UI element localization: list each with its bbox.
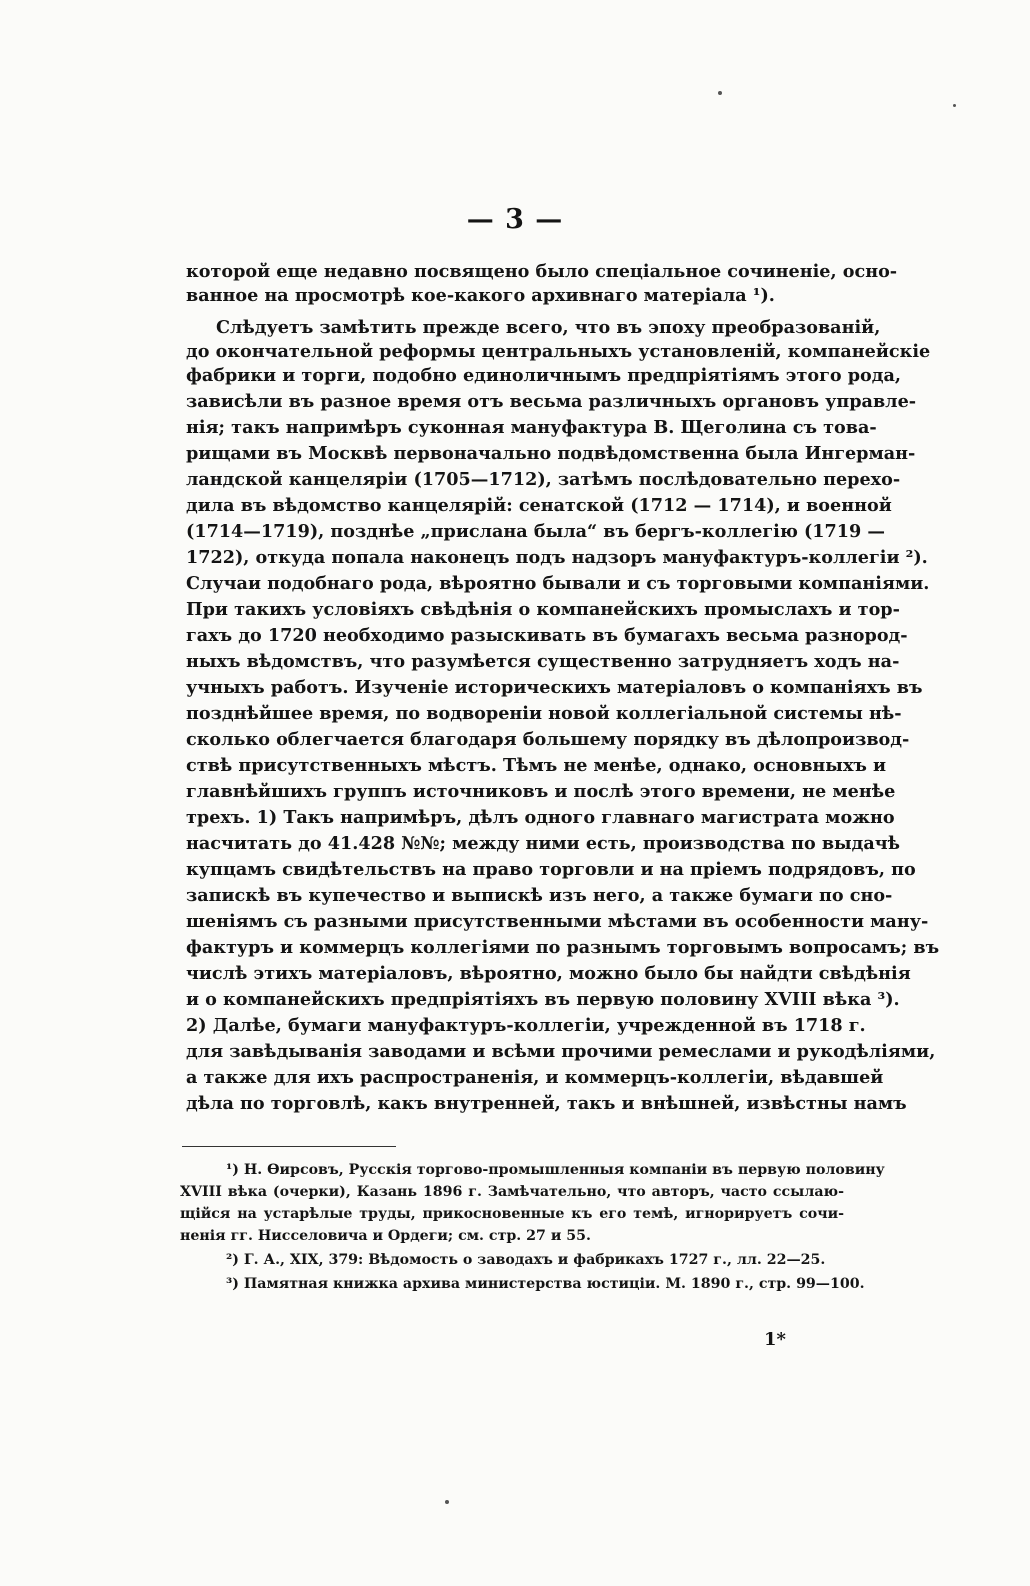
text-line: Слѣдуетъ замѣтить прежде всего, что въ эпоху преобразованій, <box>216 317 881 338</box>
text-line: главнѣйшихъ группъ источниковъ и послѣ этого времени, не менѣе <box>186 781 896 802</box>
text-line: (1714—1719), позднѣе „прислана была“ въ бергъ-коллегію (1719 — <box>186 521 885 542</box>
text-line: При такихъ условіяхъ свѣдѣнія о компанейскихъ промыслахъ и тор- <box>186 599 900 620</box>
text-line: насчитать до 41.428 №№; между ними есть, производства по выдачѣ <box>186 833 901 854</box>
text-line: сколько облегчается благодаря большему порядку въ дѣлопроизвод- <box>186 729 910 750</box>
text-line: дила въ вѣдомство канцелярій: сенатской (1712 — 1714), и военной <box>186 495 892 516</box>
text-line: до окончательной реформы центральныхъ установленій, компанейскіе <box>186 341 931 362</box>
text-line: ландской канцеляріи (1705—1712), затѣмъ послѣдовательно перехо- <box>186 469 901 490</box>
text-line: зависѣли въ разное время отъ весьма различныхъ органовъ управле- <box>186 391 917 412</box>
text-line: фабрики и торги, подобно единоличнымъ предпріятіямъ этого рода, <box>186 365 902 386</box>
text-line: гахъ до 1720 необходимо разыскивать въ бумагахъ весьма разнород- <box>186 625 908 646</box>
text-line: запискѣ въ купечество и выпискѣ изъ него, а также бумаги по сно- <box>186 885 893 906</box>
text-line: шеніямъ съ разными присутственными мѣстами въ особенности ману- <box>186 911 929 932</box>
text-line: 1722), откуда попала наконецъ подъ надзоръ мануфактуръ-коллегіи ²). <box>186 547 928 568</box>
text-line: трехъ. 1) Такъ напримѣръ, дѣлъ одного главнаго магистрата можно <box>186 807 895 828</box>
footnote-line: щійся на устарѣлые труды, прикосновенные къ его темѣ, игнорируетъ сочи- <box>180 1206 844 1222</box>
footnote-line: ²) Г. А., XIX, 379: Вѣдомость о заводахъ и фабрикахъ 1727 г., лл. 22—25. <box>226 1252 826 1268</box>
text-line: учныхъ работъ. Изученіе историческихъ матеріаловъ о компаніяхъ въ <box>186 677 923 698</box>
footnote-line: ³) Памятная книжка архива министерства юстиціи. М. 1890 г., стр. 99—100. <box>226 1276 865 1292</box>
footnote-line: XVIII вѣка (очерки), Казань 1896 г. Замѣчательно, что авторъ, часто ссылаю- <box>180 1184 844 1200</box>
scan-speck <box>445 1500 449 1504</box>
text-line: для завѣдыванія заводами и всѣми прочими ремеслами и рукодѣліями, <box>186 1041 936 1062</box>
text-line: купцамъ свидѣтельствъ на право торговли и на пріемъ подрядовъ, по <box>186 859 916 880</box>
text-line: которой еще недавно посвящено было спеціальное сочиненіе, осно- <box>186 261 898 282</box>
text-line: позднѣйшее время, по водвореніи новой коллегіальной системы нѣ- <box>186 703 902 724</box>
footnote-divider <box>182 1146 396 1147</box>
page-number: — 3 — <box>466 204 564 235</box>
text-line: Случаи подобнаго рода, вѣроятно бывали и съ торговыми компаніями. <box>186 573 930 594</box>
text-line: ныхъ вѣдомствъ, что разумѣется существенно затрудняетъ ходъ на- <box>186 651 900 672</box>
text-line: дѣла по торговлѣ, какъ внутренней, такъ и внѣшней, извѣстны намъ <box>186 1093 907 1114</box>
scan-speck <box>953 104 956 107</box>
footnote-line: ненія гг. Нисселовича и Ордеги; см. стр. 27 и 55. <box>180 1228 591 1244</box>
text-line: 2) Далѣе, бумаги мануфактуръ-коллегіи, учрежденной въ 1718 г. <box>186 1015 866 1036</box>
text-line: числѣ этихъ матеріаловъ, вѣроятно, можно было бы найдти свѣдѣнія <box>186 963 911 984</box>
footnote-line: ¹) Н. Ѳирсовъ, Русскія торгово-промышленныя компаніи въ первую половину <box>226 1162 885 1178</box>
text-line: и о компанейскихъ предпріятіяхъ въ первую половину XVIII вѣка ³). <box>186 989 900 1010</box>
text-line: ванное на просмотрѣ кое-какого архивнаго матеріала ¹). <box>186 285 775 306</box>
text-line: ствѣ присутственныхъ мѣстъ. Тѣмъ не менѣе, однако, основныхъ и <box>186 755 887 776</box>
text-line: фактуръ и коммерцъ коллегіями по разнымъ торговымъ вопросамъ; въ <box>186 937 940 958</box>
scan-speck <box>718 91 722 95</box>
text-line: рищами въ Москвѣ первоначально подвѣдомственна была Ингерман- <box>186 443 916 464</box>
printer-signature-mark: 1* <box>764 1329 786 1350</box>
text-line: а также для ихъ распространенія, и коммерцъ-коллегіи, вѣдавшей <box>186 1067 884 1088</box>
text-line: нія; такъ напримѣръ суконная мануфактура В. Щеголина съ това- <box>186 417 877 438</box>
